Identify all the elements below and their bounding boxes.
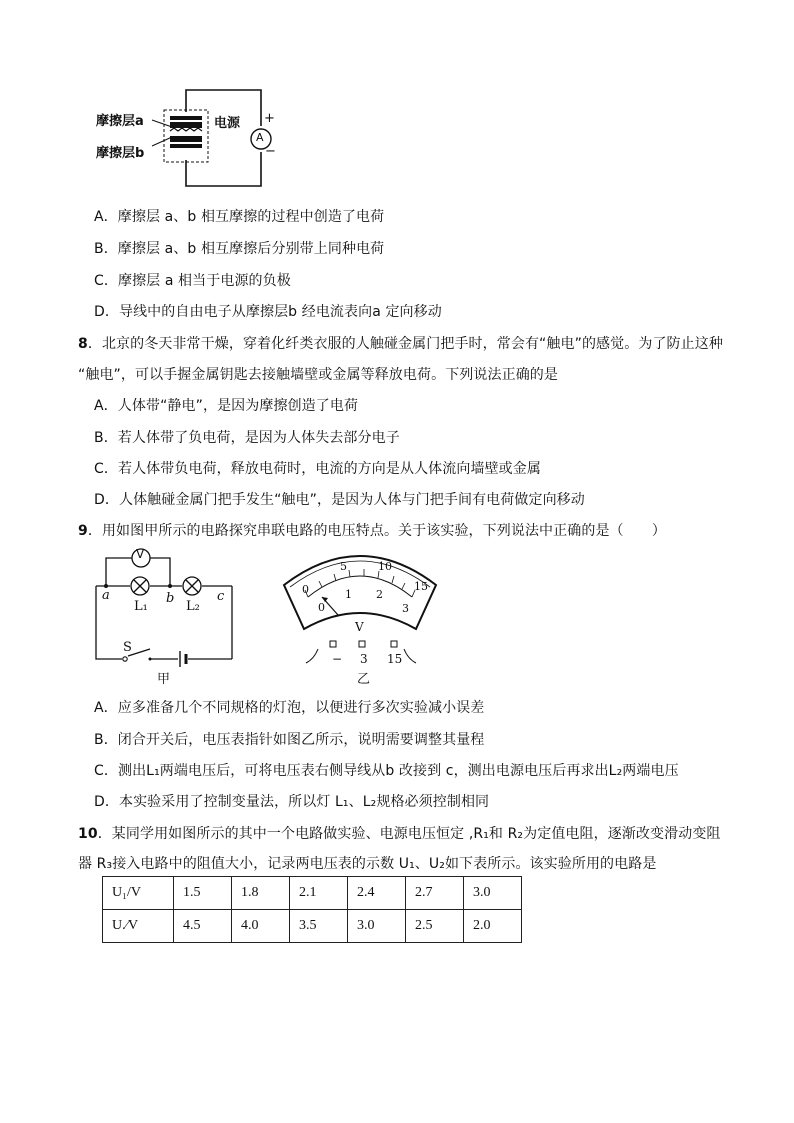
terminal-3-label: 3 <box>360 652 368 666</box>
q10-stem-line-1 <box>78 823 721 843</box>
q8-option-d[interactable]: D．人体触碰金属门把手发生“触电”，是因为人体与门把手间有电荷做定向移动 <box>94 492 585 508</box>
table-cell: 3.0 <box>464 877 522 910</box>
q8-stem-text-1: ．北京的冬天非常干燥，穿着化纤类衣服的人触碰金属门把手时，常会有“触电”的感觉。为了防止这种 <box>87 336 723 352</box>
figure-jia-caption: 甲 <box>157 672 171 687</box>
q8-stem-line-2: “触电”，可以手握金属钥匙去接触墙壁或金属等释放电荷。下列说法正确的是 <box>78 367 559 383</box>
voltage-data-table <box>102 876 522 943</box>
q10-stem-text-1: ．某同学用如图所示的其中一个电路做实验、电源电压恒定 ,R₁和 R₂为定值电阻，逐渐改变滑动变阻 <box>97 826 721 842</box>
q9-option-d[interactable]: D．本实验采用了控制变量法，所以灯 L₁、L₂规格必须控制相同 <box>94 794 490 810</box>
outer-scale-5: 5 <box>340 560 347 573</box>
q9-option-b[interactable]: B．闭合开关后，电压表指针如图乙所示，说明需要调整其量程 <box>94 732 485 748</box>
q8-stem-line-1 <box>78 333 723 353</box>
q8-option-c[interactable]: C．若人体带负电荷，释放电荷时，电流的方向是从人体流向墙壁或金属 <box>94 461 541 477</box>
q7-option-b[interactable]: B．摩擦层 a、b 相互摩擦后分别带上同种电荷 <box>94 241 385 257</box>
point-b-label: b <box>166 591 175 606</box>
q9-stem-text: ．用如图甲所示的电路探究串联电路的电压特点。关于该实验，下列说法中正确的是（ ） <box>87 523 666 539</box>
table-cell: 2.7 <box>406 877 464 910</box>
bulb-l2-label: L₂ <box>186 599 200 614</box>
table-row-u2 <box>103 910 522 943</box>
table-cell: 2.5 <box>406 910 464 943</box>
friction-layer-a-label: 摩擦层a <box>96 114 144 129</box>
figure-yi-caption: 乙 <box>357 672 371 687</box>
outer-scale-10: 10 <box>378 560 392 573</box>
bulb-l1-label: L₁ <box>134 599 148 614</box>
outer-scale-0: 0 <box>302 583 309 596</box>
table-cell: U.⁄V <box>103 910 174 943</box>
q7-option-a[interactable]: A．摩擦层 a、b 相互摩擦的过程中创造了电荷 <box>94 209 385 225</box>
plus-terminal-label: + <box>264 111 275 126</box>
table-cell: 2.1 <box>290 877 348 910</box>
power-source-label: 电源 <box>214 116 241 131</box>
series-circuit-figure <box>92 545 242 670</box>
point-c-label: c <box>217 589 225 604</box>
table-cell: 3.0 <box>348 910 406 943</box>
terminal-15-label: 15 <box>387 652 403 666</box>
minus-terminal-label: − <box>265 144 276 159</box>
voltmeter-symbol-label: V <box>136 547 145 561</box>
ammeter-label: A <box>256 131 264 144</box>
table-cell: 2.0 <box>464 910 522 943</box>
friction-layer-b-label: 摩擦层b <box>96 146 145 161</box>
q8-option-b[interactable]: B．若人体带了负电荷，是因为人体失去部分电子 <box>94 430 400 446</box>
table-cell: U₁/V <box>103 877 174 910</box>
switch-s-label: S <box>123 640 132 655</box>
outer-scale-15: 15 <box>414 580 428 593</box>
q7-option-d[interactable]: D．导线中的自由电子从摩擦层b 经电流表向a 定向移动 <box>94 304 442 320</box>
q9-stem <box>78 520 666 540</box>
inner-scale-0: 0 <box>318 601 325 614</box>
q8-number: 8 <box>78 336 88 352</box>
table-cell: 4.5 <box>174 910 232 943</box>
q9-number: 9 <box>78 523 88 539</box>
table-cell: 1.5 <box>174 877 232 910</box>
table-row-u1 <box>103 877 522 910</box>
table-cell: 2.4 <box>348 877 406 910</box>
inner-scale-3: 3 <box>402 602 409 615</box>
table-cell: 4.0 <box>232 910 290 943</box>
point-a-label: a <box>102 588 110 603</box>
q9-option-a[interactable]: A．应多准备几个不同规格的灯泡，以便进行多次实验减小误差 <box>94 700 485 716</box>
q8-option-a[interactable]: A．人体带“静电”，是因为摩擦创造了电荷 <box>94 398 359 414</box>
q10-number: 10 <box>78 826 98 842</box>
inner-scale-2: 2 <box>376 588 383 601</box>
inner-scale-1: 1 <box>345 588 352 601</box>
table-cell: 3.5 <box>290 910 348 943</box>
table-cell: 1.8 <box>232 877 290 910</box>
q7-option-c[interactable]: C．摩擦层 a 相当于电源的负极 <box>94 273 291 289</box>
q10-stem-line-2: 器 R₃接入电路中的阻值大小，记录两电压表的示数 U₁、U₂如下表所示。该实验所用的电路是 <box>78 856 657 872</box>
q9-option-c[interactable]: C．测出L₁两端电压后，可将电压表右侧导线从b 改接到 c，测出电源电压后再求出L₂两端电压 <box>94 763 679 779</box>
dial-unit-label: V <box>355 620 364 634</box>
terminal-minus-label: − <box>332 652 343 666</box>
